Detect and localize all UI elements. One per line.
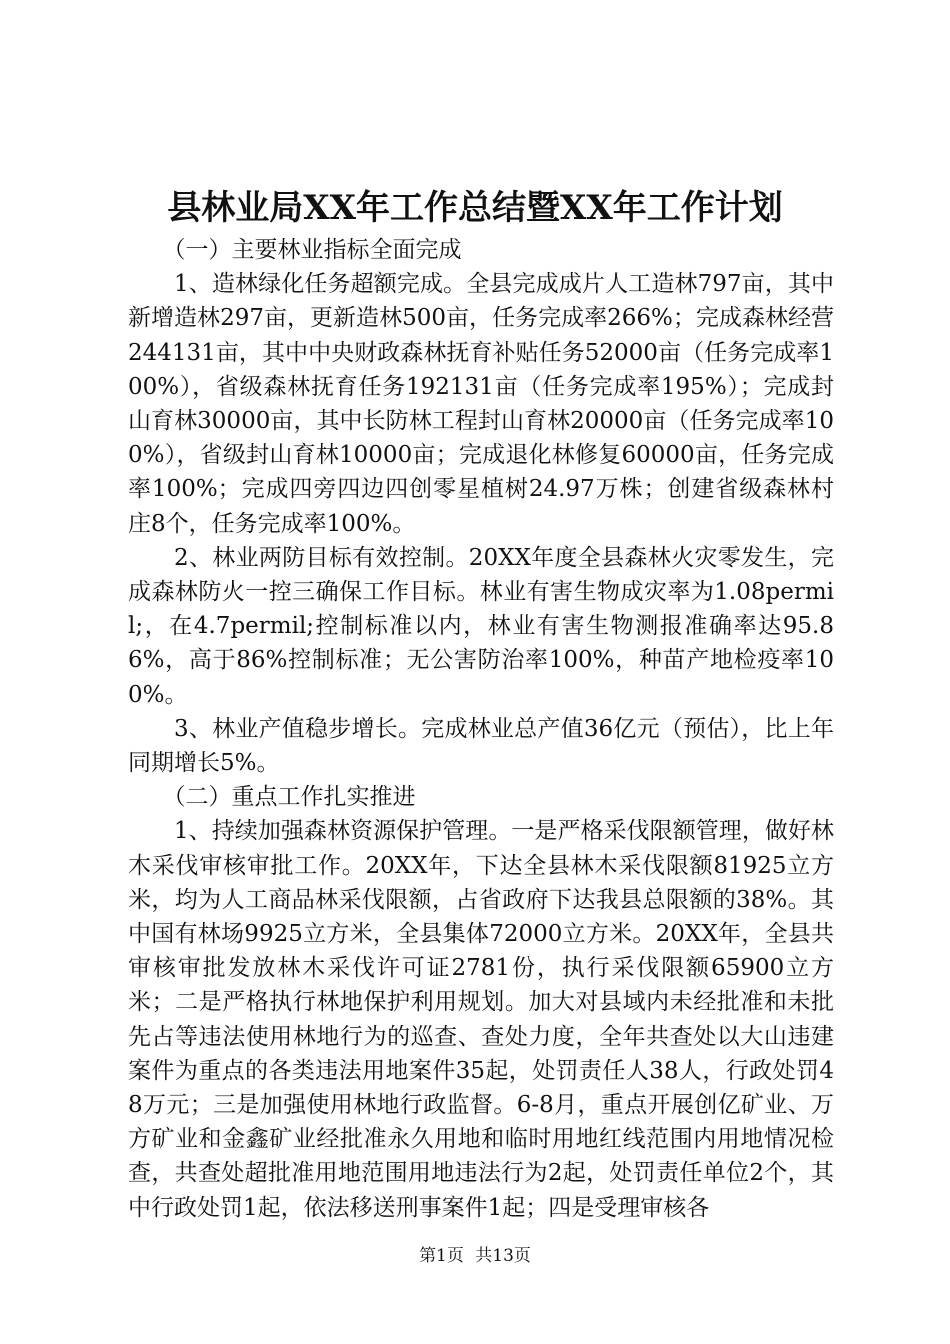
- document-title: 县林业局XX年工作总结暨XX年工作计划: [167, 188, 783, 228]
- section-heading-1: （一）主要林业指标全面完成: [162, 237, 462, 263]
- page-total: 共13页: [475, 1246, 531, 1266]
- page-footer: [0, 1244, 950, 1268]
- page-number: 第1页: [419, 1246, 464, 1266]
- paragraph-fire-pest-control: 2、林业两防目标有效控制。20XX年度全县森林火灾零发生，完成森林防火一控三确保工作目标。林业有害生物成灾率为1.08permil;，在4.7permil;控制标准以内，林业有害生物测报准确率达95.86%，高于86%控制标准；无公害防治率100%，种苗产地检疫率100%。: [128, 544, 834, 708]
- document-body: [128, 233, 834, 1225]
- section-heading-2: （二）重点工作扎实推进: [162, 784, 416, 811]
- paragraph-output-value: 3、林业产值稳步增长。完成林业总产值36亿元（预估），比上年同期增长5%。: [128, 715, 834, 777]
- paragraph-resource-protection: 1、持续加强森林资源保护管理。一是严格采伐限额管理，做好林木采伐审核审批工作。20XX年，下达全县林木采伐限额81925立方米，均为人工商品林采伐限额，占省政府下达我县总限额的38%。其中国有林场9925立方米，全县集体72000立方米。20XX年，全县共审核审批发放林木采伐许可证2781份，执行采伐限额65900立方米；二是严格执行林地保护利用规划。加大对县域内未经批准和未批先占等违法使用林地行为的巡查、查处力度，全年共查处以大山违建案件为重点的各类违法用地案件35起，处罚责任人38人，行政处罚48万元；三是加强使用林地行政监督。6-8月，重点开展创亿矿业、万方矿业和金鑫矿业经批准永久用地和临时用地红线范围内用地情况检查，共查处超批准用地范围用地违法行为2起，处罚责任单位2个，其中行政处罚1起，依法移送刑事案件1起；四是受理审核各: [128, 818, 834, 1221]
- paragraph-afforestation: 1、造林绿化任务超额完成。全县完成成片人工造林797亩，其中新增造林297亩，更新造林500亩，任务完成率266%；完成森林经营244131亩，其中中央财政森林抚育补贴任务52000亩（任务完成率100%），省级森林抚育任务192131亩（任务完成率195%）；完成封山育林30000亩，其中长防林工程封山育林20000亩（任务完成率100%），省级封山育林10000亩；完成退化林修复60000亩，任务完成率100%；完成四旁四边四创零星植树24.97万株；创建省级森林村庄8个，任务完成率100%。: [128, 271, 834, 537]
